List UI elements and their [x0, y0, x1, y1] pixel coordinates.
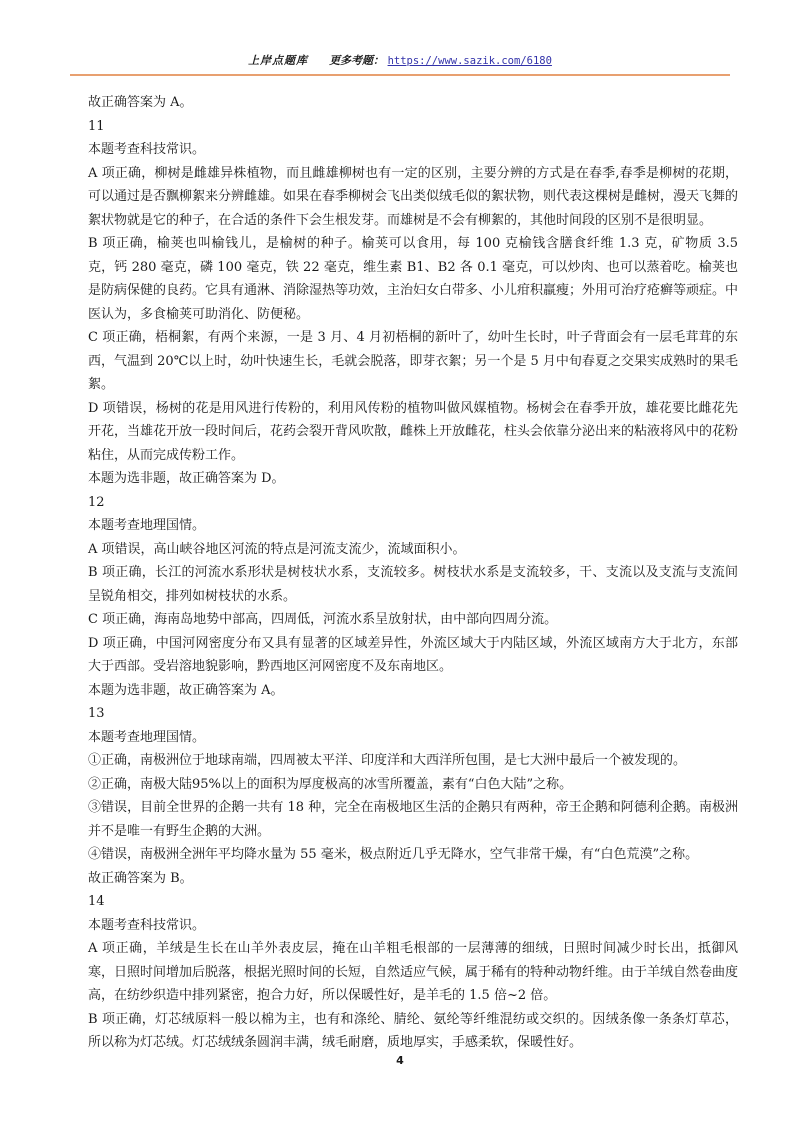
header-url-link[interactable]: https://www.sazik.com/6180	[387, 55, 552, 67]
header-label: 更多考题：	[329, 54, 385, 67]
paragraph: A 项正确，柳树是雌雄异株植物，而且雌雄柳树也有一定的区别，主要分辨的方式是在春季,春季是柳树的花期，可以通过是否飘柳絮来分辨雌雄。如果在春季柳树会飞出类似绒毛似的絮状物，则代表这棵树是雌树，漫天飞舞的絮状物就是它的种子，在合适的条件下会生根发芽。而雄树是不会有柳絮的，其他时间段的区别不是很明显。	[88, 165, 739, 228]
paragraph: B 项正确，长江的河流水系形状是树枝状水系，支流较多。树枝状水系是支流较多，干、支流以及支流与支流间呈锐角相交，排列如树枝状的水系。	[88, 565, 738, 604]
paragraph: 本题考查科技常识。	[88, 142, 206, 157]
paragraph: D 项错误，杨树的花是用风进行传粉的，利用风传粉的植物叫做风媒植物。杨树会在春季开放，雄花要比雌花先开花，当雄花开放一段时间后，花药会裂开背风吹散，雌株上开放雌花，柱头会依靠分泌出来的粘液将风中的花粉粘住，从而完成传粉工作。	[88, 400, 739, 463]
paragraph: C 项正确，梧桐絮，有两个来源，一是 3 月、4 月初梧桐的新叶了，幼叶生长时，叶子背面会有一层毛茸茸的东西，气温到 20℃以上时，幼叶快速生长，毛就会脱落，即芽衣絮；另一个是 5 月中旬春夏之交果实成熟时的果毛絮。	[88, 330, 738, 392]
paragraph: ③错误，目前全世界的企鹅一共有 18 种，完全在南极地区生活的企鹅只有两种，帝王企鹅和阿德利企鹅。南极洲并不是唯一有野生企鹅的大洲。	[88, 800, 738, 839]
paragraph: A 项正确，羊绒是生长在山羊外表皮层，掩在山羊粗毛根部的一层薄薄的细绒，日照时间减少时长出，抵御风寒，日照时间增加后脱落，根据光照时间的长短，自然适应气候，属于稀有的特种动物纤维。由于羊绒自然卷曲度高，在纺纱织造中排列紧密，抱合力好，所以保暖性好，是羊毛的 1.5 倍~2 倍。	[88, 941, 739, 1003]
paragraph: ①正确，南极洲位于地球南端，四周被太平洋、印度洋和大西洋所包围，是七大洲中最后一个被发现的。	[88, 753, 687, 768]
page-number: 4	[396, 1054, 404, 1067]
paragraph: D 项正确，中国河网密度分布又具有显著的区域差异性，外流区域大于内陆区域，外流区域南方大于北方，东部大于西部。受岩溶地貌影响，黔西地区河网密度不及东南地区。	[88, 635, 738, 674]
answer-content	[88, 91, 738, 1055]
question-number: 11	[88, 118, 105, 134]
paragraph: 本题考查科技常识。	[88, 917, 206, 933]
page-header	[70, 50, 730, 72]
paragraph: 本题为选非题，故正确答案为 A。	[88, 682, 284, 698]
paragraph: 故正确答案为 B。	[88, 870, 193, 886]
paragraph: 本题考查地理国情。	[88, 518, 206, 533]
paragraph: A 项错误，高山峡谷地区河流的特点是河流支流少，流域面积小。	[88, 541, 466, 557]
question-number: 12	[88, 494, 105, 510]
paragraph: ④错误，南极洲全洲年平均降水量为 55 毫米，极点附近几乎无降水，空气非常干燥，有“白色荒漠”之称。	[88, 847, 699, 862]
paragraph: 本题考查地理国情。	[88, 729, 206, 745]
paragraph: B 项正确，榆荚也叫榆钱儿，是榆树的种子。榆荚可以食用，每 100 克榆钱含膳食纤维 1.3 克，矿物质 3.5 克，钙 280 毫克，磷 100 毫克，铁 22 毫克，维生素 B1、B2 各 0.1 毫克，可以炒肉、也可以蒸着吃。榆荚也是防病保健的良药。它具有通淋、消除湿热等功效，主治妇女白带多、小儿疳积羸瘦；外用可治疗疮癣等顽症。中医认为，多食榆荚可助消化、防便秘。	[88, 236, 739, 322]
paragraph: 故正确答案为 A。	[88, 95, 193, 110]
paragraph: ②正确，南极大陆95%以上的面积为厚度极高的冰雪所覆盖，素有“白色大陆”之称。	[88, 776, 573, 792]
paragraph: C 项正确，海南岛地势中部高，四周低，河流水系呈放射状，由中部向四周分流。	[88, 612, 558, 627]
question-number: 13	[88, 706, 105, 721]
header-divider	[70, 74, 730, 76]
header-brand: 上岸点题库	[248, 54, 309, 67]
question-number: 14	[88, 894, 105, 909]
paragraph: B 项正确，灯芯绒原料一般以棉为主，也有和涤纶、腈纶、氨纶等纤维混纺或交织的。因绒条像一条条灯草芯，所以称为灯芯绒。灯芯绒绒条圆润丰满，绒毛耐磨，质地厚实，手感柔软，保暖性好。	[88, 1011, 738, 1050]
paragraph: 本题为选非题，故正确答案为 D。	[88, 471, 285, 486]
